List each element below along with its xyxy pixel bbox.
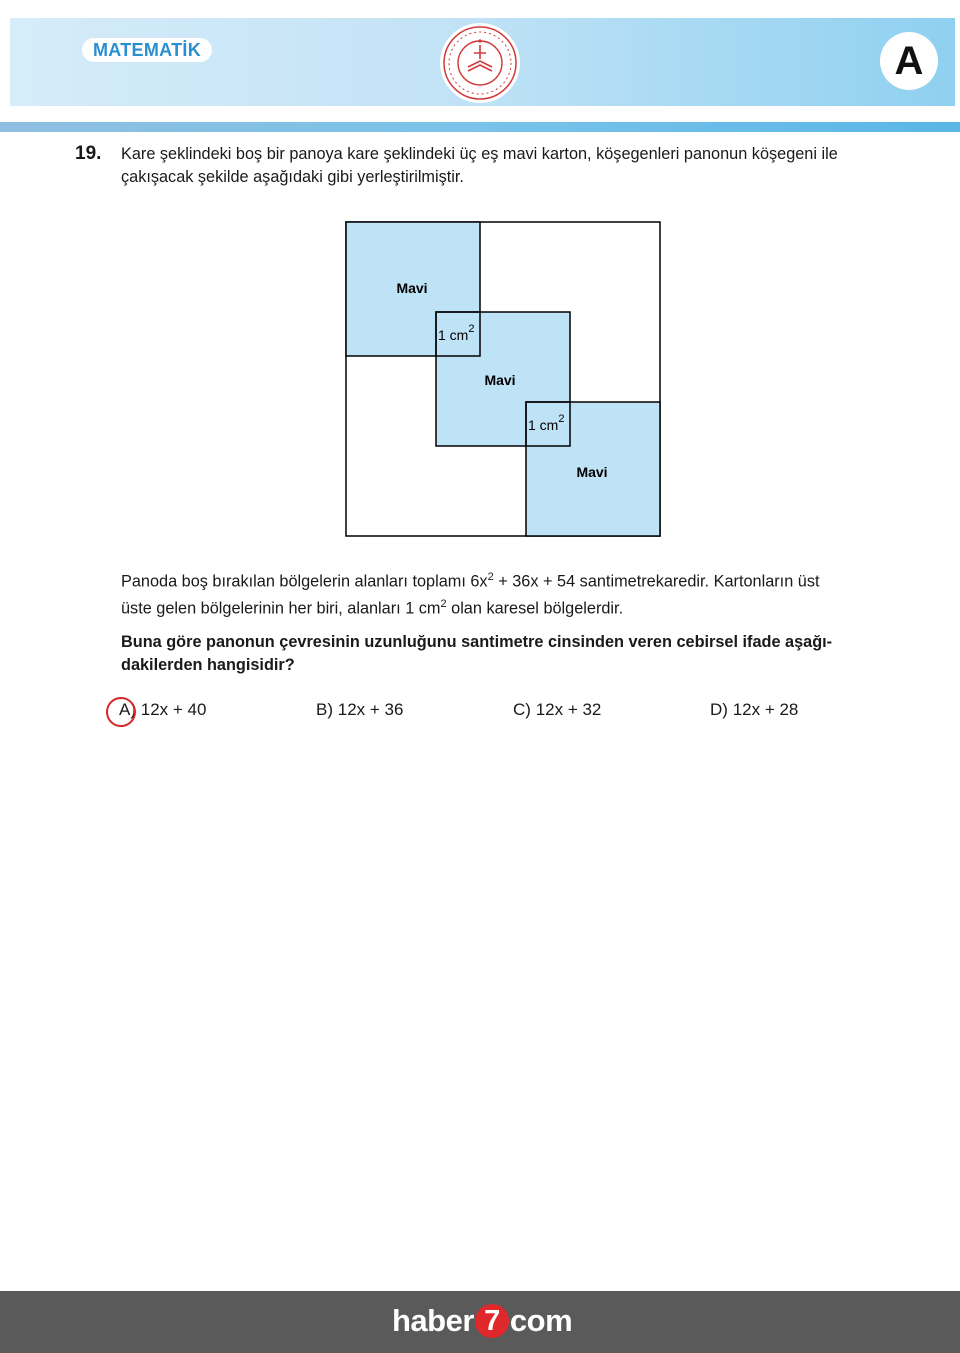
question-prompt	[121, 631, 911, 677]
card-1-label: Mavi	[396, 280, 428, 296]
overlap-2-text: 1 cm	[528, 417, 559, 433]
board-figure	[344, 220, 662, 538]
brand-logo[interactable]	[392, 1301, 572, 1341]
option-b-text: 12x + 36	[337, 700, 404, 719]
overlap-2-exp: 2	[558, 413, 565, 425]
card-3-label: Mavi	[576, 464, 608, 480]
option-c[interactable]	[513, 700, 601, 720]
card-2-label: Mavi	[484, 372, 516, 388]
overlap-1-exp: 2	[468, 323, 475, 335]
answer-options	[0, 700, 960, 726]
info-line: Panoda boş bırakılan bölgelerin alanları toplamı $6x^2 + 36x + 54$ santimetrekaredir. Kartonların üst	[121, 571, 820, 591]
brand-right: com	[509, 1303, 573, 1338]
subject-label: MATEMATİK	[82, 38, 212, 62]
stem-line: Kare şeklindeki boş bir panoya kare şeklindeki üç eş mavi karton, köşegenleri panonun köşegeni ile	[121, 145, 838, 163]
overlap-1-text: 1 cm	[438, 327, 469, 343]
brand-left: haber	[392, 1303, 474, 1338]
info-line: üste gelen bölgelerinin her biri, alanları 1 $cm^2$ olan karesel bölgelerdir.	[121, 598, 624, 618]
prompt-line: dakilerden hangisidir?	[121, 656, 295, 674]
booklet-letter: A	[880, 32, 938, 90]
question-stem	[121, 143, 911, 189]
stem-line: çakışacak şekilde aşağıdaki gibi yerleştirilmiştir.	[121, 168, 464, 186]
option-d-text: 12x + 28	[732, 700, 799, 719]
answer-mark-circle	[106, 697, 136, 727]
option-c-text: 12x + 32	[535, 700, 602, 719]
option-a-letter: A)	[119, 700, 136, 719]
info-paragraph	[121, 566, 911, 621]
header-rule	[0, 122, 960, 132]
option-d-letter: D)	[710, 700, 728, 719]
question-number: 19.	[75, 143, 102, 164]
ministry-seal-icon	[440, 23, 520, 103]
option-b-letter: B)	[316, 700, 333, 719]
option-c-letter: C)	[513, 700, 531, 719]
option-b[interactable]	[316, 700, 403, 720]
prompt-line: Buna göre panonun çevresinin uzunluğunu santimetre cinsinden veren cebirsel ifade aşağı-	[121, 633, 833, 651]
brand-number-badge: 7	[475, 1304, 509, 1338]
option-a-text: 12x + 40	[140, 700, 207, 719]
option-d[interactable]	[710, 700, 798, 720]
